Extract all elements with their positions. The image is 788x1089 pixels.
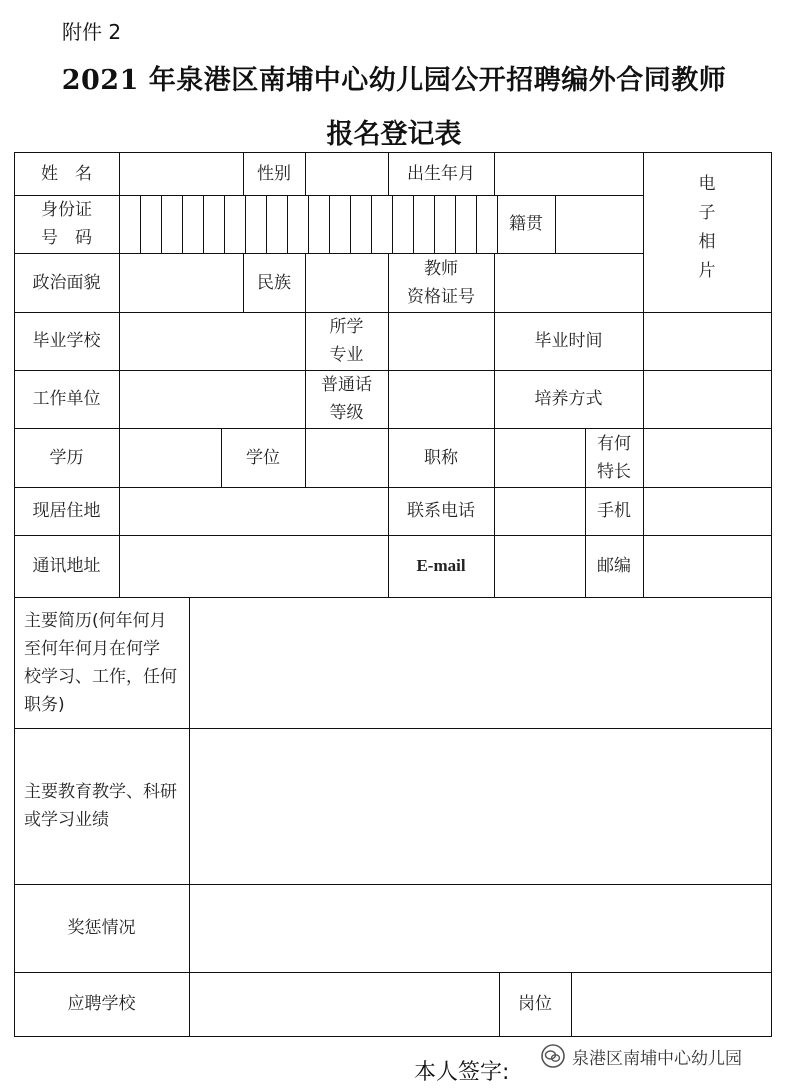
id-digit-rule bbox=[266, 195, 267, 253]
col-rule bbox=[555, 195, 556, 253]
id-digit-rule bbox=[287, 195, 288, 253]
ethnicity-label: 民族 bbox=[257, 272, 291, 293]
form-title-line2: 报名登记表 bbox=[326, 119, 462, 150]
specialty-label-line1: 有何 bbox=[597, 433, 631, 454]
id-digit-rule bbox=[476, 195, 477, 253]
achievements-label-line1: 主要教育教学、科研 bbox=[24, 782, 177, 802]
specialty-label-line2: 特长 bbox=[597, 461, 631, 482]
attachment-number: 附件 2 bbox=[62, 20, 122, 44]
table-border-bottom bbox=[14, 1036, 772, 1037]
postcode-label: 邮编 bbox=[597, 556, 631, 576]
id-digit-rule bbox=[413, 195, 414, 253]
education-label: 学历 bbox=[49, 447, 84, 468]
resume-label-line1: 主要简历(何年何月 bbox=[24, 610, 167, 631]
wechat-icon bbox=[540, 1043, 566, 1069]
degree-label: 学位 bbox=[246, 447, 280, 468]
id-number-label-line2: 号 码 bbox=[41, 228, 92, 248]
post-label: 岗位 bbox=[518, 994, 552, 1014]
resume-label bbox=[14, 597, 189, 728]
col-rule bbox=[494, 253, 495, 312]
id-digit-rule bbox=[203, 195, 204, 253]
col-rule bbox=[494, 428, 495, 487]
id-digit-rule bbox=[245, 195, 246, 253]
col-rule bbox=[189, 597, 190, 1037]
id-number-label-line1: 身份证 bbox=[41, 200, 92, 220]
id-number-label bbox=[14, 195, 119, 253]
birth-label: 出生年月 bbox=[407, 163, 475, 184]
resume-label-line2: 至何年何月在何学 bbox=[24, 638, 160, 659]
gender-label: 性别 bbox=[257, 163, 291, 184]
photo-label-text: 电子相片 bbox=[698, 174, 716, 281]
teacher-cert-label-line1: 教师 bbox=[424, 258, 458, 279]
achievements-label-line2: 或学习业绩 bbox=[24, 810, 109, 830]
watermark-text: 泉港区南埔中心幼儿园 bbox=[572, 1048, 742, 1069]
graduate-school-label: 毕业学校 bbox=[32, 331, 101, 351]
col-rule bbox=[571, 972, 572, 1036]
resume-label-line3: 校学习、工作，任何 bbox=[24, 666, 177, 687]
row-rule bbox=[14, 370, 772, 371]
col-rule bbox=[305, 152, 306, 195]
major-label-line1: 所学 bbox=[329, 317, 364, 337]
col-rule bbox=[305, 428, 306, 487]
col-rule bbox=[119, 152, 120, 598]
mandarin-level-label bbox=[305, 370, 388, 428]
teacher-cert-label bbox=[388, 253, 494, 312]
watermark bbox=[540, 1043, 742, 1069]
teacher-cert-label-line2: 资格证号 bbox=[407, 286, 475, 307]
id-digit-rule bbox=[434, 195, 435, 253]
id-digit-rule bbox=[140, 195, 141, 253]
row-rule bbox=[14, 312, 772, 313]
id-digit-rule bbox=[224, 195, 225, 253]
id-digit-rule bbox=[182, 195, 183, 253]
apply-school-label: 应聘学校 bbox=[67, 994, 136, 1014]
resume-label-line4: 职务) bbox=[24, 694, 65, 715]
mobile-label: 手机 bbox=[597, 501, 631, 521]
email-label: E-mail bbox=[416, 556, 466, 575]
form-title-line1: 2021 年泉港区南埔中心幼儿园公开招聘编外合同教师 bbox=[61, 65, 727, 96]
major-label-line2: 专业 bbox=[329, 345, 364, 365]
id-digit-rule bbox=[350, 195, 351, 253]
mailing-address-label: 通讯地址 bbox=[32, 556, 101, 576]
awards-label: 奖惩情况 bbox=[67, 918, 136, 938]
contact-phone-label: 联系电话 bbox=[407, 501, 475, 521]
work-unit-label: 工作单位 bbox=[32, 389, 101, 409]
id-digit-rule bbox=[455, 195, 456, 253]
col-rule bbox=[494, 487, 495, 597]
mandarin-label-line2: 等级 bbox=[329, 403, 364, 423]
mandarin-label-line1: 普通话 bbox=[321, 375, 372, 395]
photo-label bbox=[643, 170, 771, 290]
graduation-time-label: 毕业时间 bbox=[534, 331, 603, 351]
id-digit-rule bbox=[392, 195, 393, 253]
id-digit-rule bbox=[308, 195, 309, 253]
training-mode-label: 培养方式 bbox=[534, 389, 603, 409]
specialty-label bbox=[585, 428, 643, 487]
id-digit-rule bbox=[329, 195, 330, 253]
politics-label: 政治面貌 bbox=[32, 272, 101, 293]
col-rule bbox=[494, 152, 495, 195]
name-label: 姓 名 bbox=[41, 163, 92, 184]
col-rule bbox=[388, 312, 389, 428]
id-digit-rule bbox=[371, 195, 372, 253]
id-digit-rule bbox=[161, 195, 162, 253]
job-title-label: 职称 bbox=[424, 447, 458, 468]
table-border-right bbox=[771, 152, 772, 1037]
current-address-label: 现居住地 bbox=[32, 501, 101, 521]
native-place-label: 籍贯 bbox=[509, 214, 543, 234]
signature-label: 本人签字: bbox=[414, 1060, 510, 1085]
major-label bbox=[305, 312, 388, 370]
col-rule bbox=[305, 253, 306, 312]
achievements-label bbox=[14, 728, 189, 884]
